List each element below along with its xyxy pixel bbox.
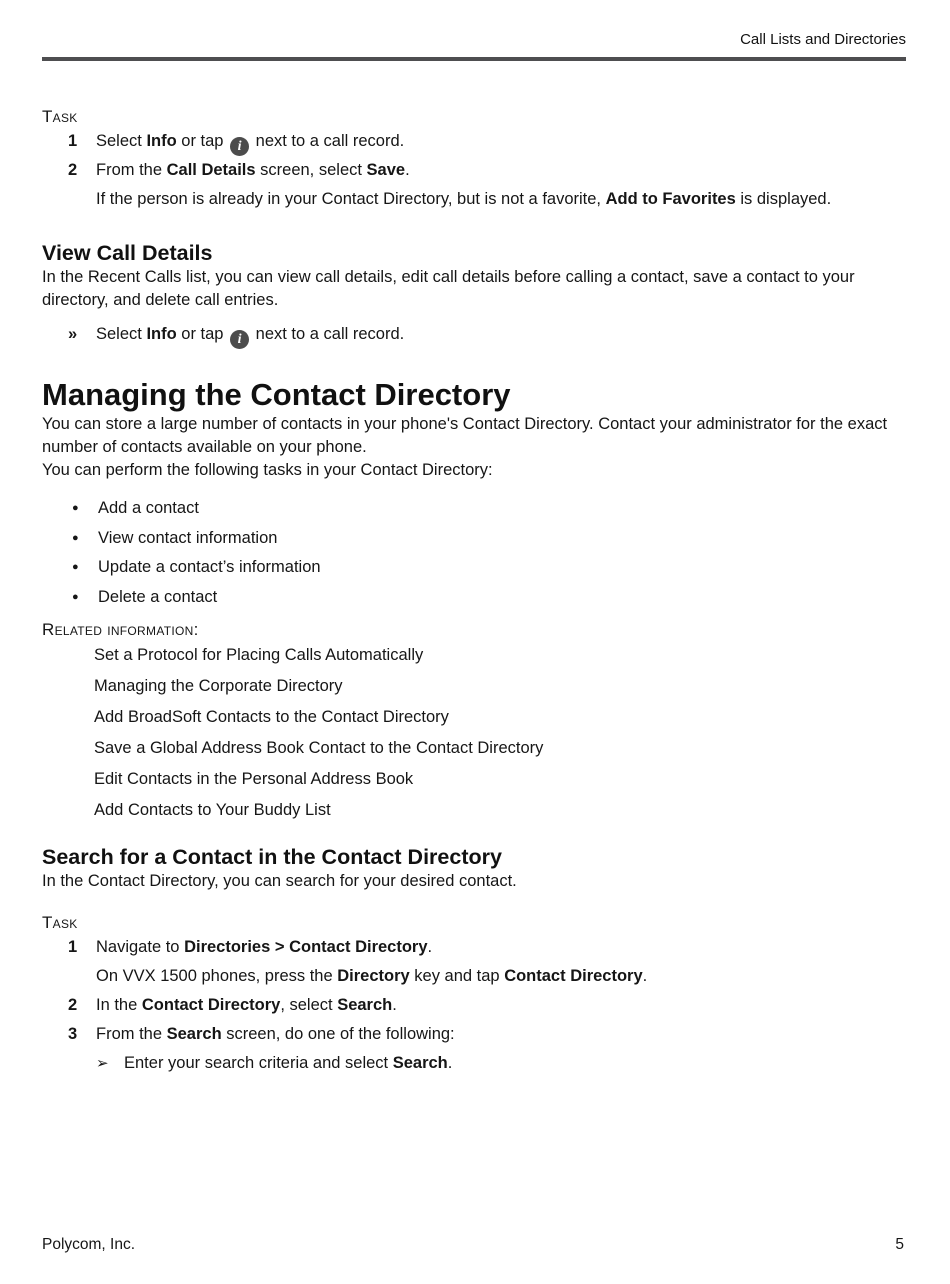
task-step-2 bbox=[42, 156, 906, 185]
text-run: If the person is already in your Contact Directory, but is not a favorite, bbox=[96, 190, 606, 208]
text-run: , select bbox=[280, 996, 338, 1014]
paragraph: You can store a large number of contacts in your phone's Contact Directory. Contact your administrator for the exact number of contacts available on your phone. bbox=[42, 415, 888, 456]
bold-text: Add to Favorites bbox=[605, 190, 736, 208]
paragraph: You can perform the following tasks in your Contact Directory: bbox=[42, 461, 493, 479]
related-link[interactable]: Save a Global Address Book Contact to the Contact Directory bbox=[94, 739, 544, 757]
bullet-list bbox=[42, 494, 906, 612]
step-number: 2 bbox=[68, 161, 78, 179]
step-number: 1 bbox=[68, 132, 78, 150]
text-run: or tap bbox=[176, 132, 229, 150]
footer-company: Polycom, Inc. bbox=[42, 1236, 136, 1253]
related-link[interactable]: Set a Protocol for Placing Calls Automatically bbox=[94, 646, 424, 664]
step-marker: » bbox=[68, 325, 78, 343]
task-label: Task bbox=[42, 913, 78, 932]
bold-text: Contact Directory bbox=[504, 967, 643, 985]
task-step-1 bbox=[42, 127, 906, 156]
step-text bbox=[96, 933, 906, 962]
step-text bbox=[96, 320, 906, 349]
text-run: Navigate to bbox=[96, 938, 185, 956]
step-number: 1 bbox=[68, 938, 78, 956]
step-text bbox=[124, 1049, 906, 1078]
text-run: next to a call record. bbox=[251, 132, 405, 150]
list-item: ● Add a contact bbox=[72, 494, 906, 524]
info-icon-glyph: i bbox=[237, 332, 242, 347]
text-run: key and tap bbox=[409, 967, 505, 985]
step-text bbox=[96, 156, 906, 185]
text-run: . bbox=[392, 996, 397, 1014]
step-number: 2 bbox=[68, 996, 78, 1014]
text-run: . bbox=[427, 938, 433, 956]
sub-step bbox=[42, 1049, 906, 1078]
step-note bbox=[96, 962, 906, 991]
bold-text: Directory bbox=[337, 967, 410, 985]
list-item: ● Delete a contact bbox=[72, 583, 906, 613]
bold-text: Search bbox=[337, 996, 393, 1014]
chapter-heading-managing-contact-directory: Managing the Contact Directory bbox=[42, 377, 511, 412]
text-run: From the bbox=[96, 1025, 167, 1043]
step-number: 3 bbox=[68, 1025, 78, 1043]
text-run: or tap bbox=[176, 325, 229, 343]
related-link[interactable]: Add BroadSoft Contacts to the Contact Directory bbox=[94, 708, 449, 726]
text-run: Enter your search criteria and select bbox=[124, 1054, 393, 1072]
text-run: screen, do one of the following: bbox=[221, 1025, 455, 1043]
related-information-label: Related information: bbox=[42, 620, 199, 639]
text-run: is displayed. bbox=[735, 190, 832, 208]
text-run: screen, select bbox=[255, 161, 367, 179]
text-run: . bbox=[447, 1054, 453, 1072]
bold-text: Contact Directory bbox=[141, 996, 281, 1014]
section-heading-search-contact: Search for a Contact in the Contact Directory bbox=[42, 845, 502, 869]
task-label: Task bbox=[42, 107, 78, 126]
bold-text: Save bbox=[366, 161, 406, 179]
arrow-marker-icon: ➢ bbox=[96, 1055, 109, 1072]
single-step bbox=[42, 320, 906, 349]
header-rule bbox=[42, 57, 906, 61]
task-step-1 bbox=[42, 933, 906, 962]
list-item: ● View contact information bbox=[72, 524, 906, 554]
list-item: ● Update a contact’s information bbox=[72, 553, 906, 583]
text-run: Select bbox=[96, 132, 147, 150]
section-heading-view-call-details: View Call Details bbox=[42, 241, 213, 265]
bold-text: Search bbox=[166, 1025, 222, 1043]
paragraph: In the Recent Calls list, you can view call details, edit call details before calling a contact, save a contact to your directory, and delete call entries. bbox=[42, 268, 855, 309]
info-icon bbox=[230, 330, 249, 349]
text-run: next to a call record. bbox=[251, 325, 405, 343]
text-run: Select bbox=[96, 325, 147, 343]
text-run: From the bbox=[96, 161, 167, 179]
step-note bbox=[96, 185, 906, 214]
info-icon bbox=[230, 137, 249, 156]
text-run: . bbox=[642, 967, 648, 985]
related-links-list bbox=[42, 640, 906, 826]
step-text bbox=[96, 127, 906, 156]
page-footer bbox=[42, 1236, 904, 1254]
bold-text: Search bbox=[392, 1054, 448, 1072]
bold-text: Directories > Contact Directory bbox=[184, 938, 428, 956]
task-step-2 bbox=[42, 991, 906, 1020]
text-run: On VVX 1500 phones, press the bbox=[96, 967, 338, 985]
task-step-3 bbox=[42, 1020, 906, 1049]
text-run: . bbox=[405, 161, 410, 179]
page-number: 5 bbox=[895, 1236, 904, 1253]
info-icon-glyph: i bbox=[237, 139, 242, 154]
step-text bbox=[96, 1020, 906, 1049]
paragraph: In the Contact Directory, you can search for your desired contact. bbox=[42, 872, 517, 890]
related-link[interactable]: Add Contacts to Your Buddy List bbox=[94, 801, 331, 819]
running-header: Call Lists and Directories bbox=[740, 31, 906, 48]
bold-text: Call Details bbox=[166, 161, 256, 179]
text-run: In the bbox=[96, 996, 142, 1014]
bold-text: Info bbox=[146, 132, 177, 150]
related-link[interactable]: Managing the Corporate Directory bbox=[94, 677, 343, 695]
related-link[interactable]: Edit Contacts in the Personal Address Book bbox=[94, 770, 414, 788]
bold-text: Info bbox=[146, 325, 177, 343]
step-text bbox=[96, 991, 906, 1020]
